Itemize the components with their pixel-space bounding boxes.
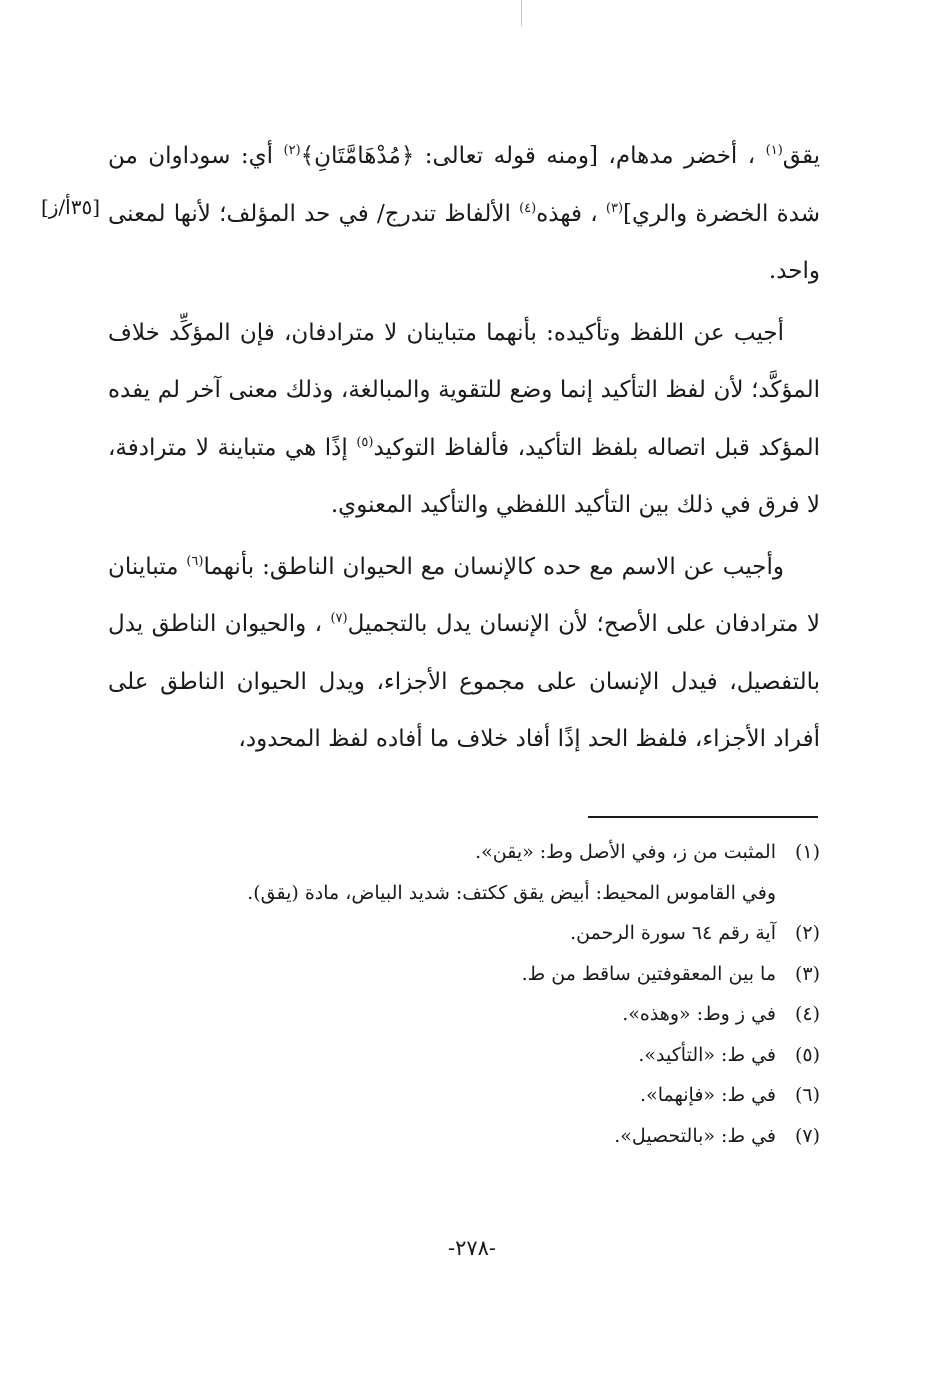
text-run: لمعنى واحد. — [108, 200, 820, 284]
footnote-text: وفي القاموس المحيط: أبيض يقق ككتف: شديد البياض، مادة (يقق). — [247, 881, 776, 904]
main-text — [108, 128, 820, 769]
footnote-text: في ط: «التأكيد». — [638, 1043, 776, 1066]
footnote-ref: (٤) — [519, 200, 537, 216]
footnote-4 — [108, 994, 820, 1035]
footnote-5 — [108, 1035, 820, 1076]
manuscript-margin-reference: [٣٥أ/ز] — [40, 195, 100, 219]
scan-artifact-line — [521, 0, 522, 26]
footnote-ref: (١) — [765, 143, 783, 158]
text-run: ، أخضر مدهام، [ومنه قوله تعالى: ﴿مُدْهَامَّتَانِ﴾ — [300, 143, 766, 169]
text-run: ، فهذه — [536, 200, 606, 227]
footnote-ref: (٧) — [330, 611, 348, 626]
text-run: وأجيب عن الاسم مع حده كالإنسان مع الحيوان الناطق: بأنهما — [203, 553, 785, 580]
footnote-text: في ط: «بالتحصيل». — [614, 1124, 776, 1147]
footnote-1 — [108, 832, 820, 873]
footnotes — [108, 832, 820, 1156]
footnote-number: (٧) — [794, 1124, 820, 1147]
footnote-number: (١) — [794, 841, 820, 863]
footnote-number: (٤) — [794, 1003, 820, 1025]
text-run: إذًا هي متباينة لا مترادفة، لا فرق في ذلك بين التأكيد اللفظي والتأكيد المعنوي. — [108, 434, 820, 518]
text-run: أي: سوداوان — [137, 143, 284, 169]
footnote-number: (٢) — [794, 922, 820, 944]
footnote-3 — [108, 954, 820, 995]
text-run: متباينان لا مترادفان على الأصح؛ لأن الإنسان يدل بالتجميل — [108, 553, 820, 637]
footnote-number: (٦) — [794, 1084, 820, 1106]
paragraph-2 — [108, 305, 820, 535]
page-number: -٢٧٨- — [447, 1236, 497, 1260]
text-run: يقق — [782, 143, 821, 169]
text-run: أجيب عن اللفظ وتأكيده: بأنهما متباينان لا مترادفان، فإن المؤكِّد خلاف المؤكَّد؛ لأن لفظ التأكيد إنما وضع للتقوية والمبالغة، وذلك معنى آخر لم يفده المؤكد قبل اتصاله بلفظ التأكيد، فألفاظ التوكيد — [108, 319, 820, 461]
footnote-7 — [108, 1116, 820, 1157]
footnote-text: المثبت من ز، وفي الأصل وط: «يقن». — [475, 841, 776, 863]
text-run: من شدة الخضرة والري] — [108, 143, 821, 227]
text-run: الألفاظ تندرج/ في حد المؤلف؛ لأنها — [165, 200, 520, 227]
footnote-number: (٥) — [794, 1043, 820, 1066]
text-run: ، والحيوان الناطق يدل بالتفصيل، فيدل الإنسان على مجموع الأجزاء، ويدل الحيوان الناطق على أفراد الأجزاء، فلفظ الحد إذًا أفاد خلاف ما أفاده لفظ المحدود، — [108, 611, 820, 752]
footnote-text: آية رقم ٦٤ سورة الرحمن. — [570, 922, 776, 944]
paragraph-1 — [108, 128, 820, 301]
footnote-text: في ز وط: «وهذه». — [622, 1003, 776, 1025]
footnote-6 — [108, 1075, 820, 1116]
footnote-number: (٣) — [794, 962, 820, 985]
footnote-text: ما بين المعقوفتين ساقط من ط. — [521, 962, 776, 985]
footnote-ref: (٥) — [356, 434, 374, 450]
footnote-1-continuation — [108, 873, 820, 914]
footnote-text: في ط: «فإنهما». — [640, 1084, 776, 1106]
paragraph-3 — [108, 539, 820, 769]
footnote-separator — [588, 816, 818, 818]
footnote-ref: (٢) — [283, 143, 301, 158]
footnote-ref: (٦) — [186, 553, 204, 569]
footnote-ref: (٣) — [605, 200, 624, 216]
footnote-2 — [108, 913, 820, 954]
